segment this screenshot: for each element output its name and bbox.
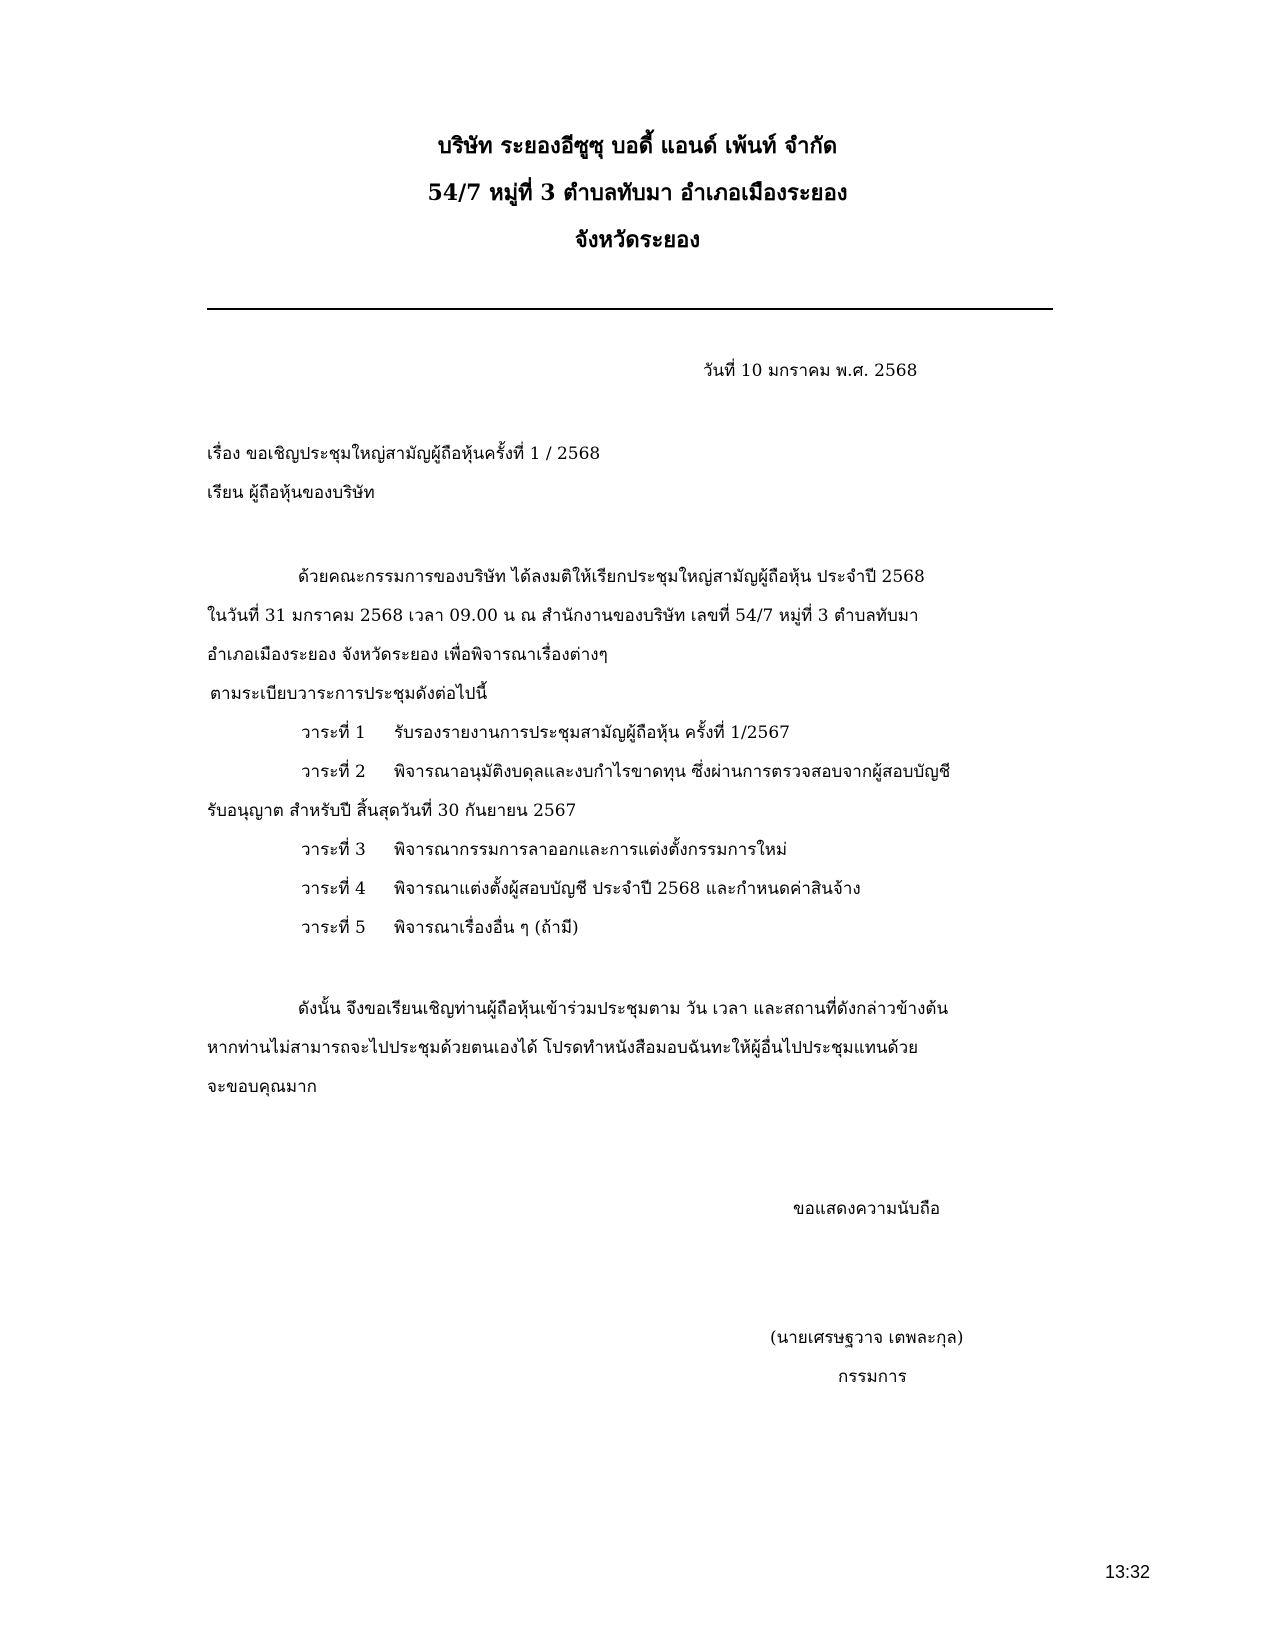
agenda-label: วาระที่ 4: [301, 879, 366, 899]
signer-title: กรรมการ: [838, 1367, 907, 1387]
company-name: บริษัท ระยองอีซูซุ บอดี้ แอนด์ เพ้นท์ จำกัด: [437, 133, 838, 159]
closing-line-2: หากท่านไม่สามารถจะไปประชุมด้วยตนเองได้ โปรดทำหนังสือมอบฉันทะให้ผู้อื่นไปประชุมแทนด้วย: [207, 1038, 919, 1058]
agenda-text: รับรองรายงานการประชุมสามัญผู้ถือหุ้น ครั้งที่ 1/2567: [394, 723, 790, 743]
page-timestamp: 13:32: [1105, 1562, 1151, 1582]
body-line-3: อำเภอเมืองระยอง จังหวัดระยอง เพื่อพิจารณาเรื่องต่างๆ: [207, 645, 608, 665]
agenda-text: พิจารณาเรื่องอื่น ๆ (ถ้ามี): [394, 918, 579, 938]
signer-name: (นายเศรษฐวาจ เตพละกุล): [770, 1328, 964, 1348]
body-line-1: ด้วยคณะกรรมการของบริษัท ได้ลงมติให้เรียกประชุมใหญ่สามัญผู้ถือหุ้น ประจำปี 2568: [298, 567, 925, 587]
body-line-4: ตามระเบียบวาระการประชุมดังต่อไปนี้: [210, 684, 488, 704]
agenda-label: วาระที่ 2: [301, 762, 366, 782]
body-line-2: ในวันที่ 31 มกราคม 2568 เวลา 09.00 น ณ สำนักงานของบริษัท เลขที่ 54/7 หมู่ที่ 3 ตำบลทับมา: [207, 606, 919, 626]
recipient-line: เรียน ผู้ถือหุ้นของบริษัท: [207, 483, 375, 503]
subject-line: เรื่อง ขอเชิญประชุมใหญ่สามัญผู้ถือหุ้นครั้งที่ 1 / 2568: [207, 444, 601, 464]
agenda-label: วาระที่ 5: [301, 918, 366, 938]
agenda-label: วาระที่ 1: [301, 723, 366, 743]
company-province: จังหวัดระยอง: [574, 227, 701, 253]
agenda-text: พิจารณาอนุมัติงบดุลและงบกำไรขาดทุน ซึ่งผ่านการตรวจสอบจากผู้สอบบัญชี: [394, 762, 951, 782]
closing-line-1: ดังนั้น จึงขอเรียนเชิญท่านผู้ถือหุ้นเข้าร่วมประชุมตาม วัน เวลา และสถานที่ดังกล่าวข้างต้น: [298, 999, 949, 1019]
letter-date: วันที่ 10 มกราคม พ.ศ. 2568: [703, 361, 918, 381]
closing-line-3: จะขอบคุณมาก: [207, 1077, 317, 1097]
agenda-text-continued: รับอนุญาต สำหรับปี สิ้นสุดวันที่ 30 กันยายน 2567: [207, 801, 577, 821]
company-address: 54/7 หมู่ที่ 3 ตำบลทับมา อำเภอเมืองระยอง: [427, 180, 848, 206]
header-divider: [207, 308, 1053, 310]
agenda-label: วาระที่ 3: [301, 840, 366, 860]
agenda-text: พิจารณากรรมการลาออกและการแต่งตั้งกรรมการใหม่: [394, 840, 788, 860]
agenda-text: พิจารณาแต่งตั้งผู้สอบบัญชี ประจำปี 2568 และกำหนดค่าสินจ้าง: [394, 879, 861, 899]
signoff: ขอแสดงความนับถือ: [793, 1199, 941, 1219]
